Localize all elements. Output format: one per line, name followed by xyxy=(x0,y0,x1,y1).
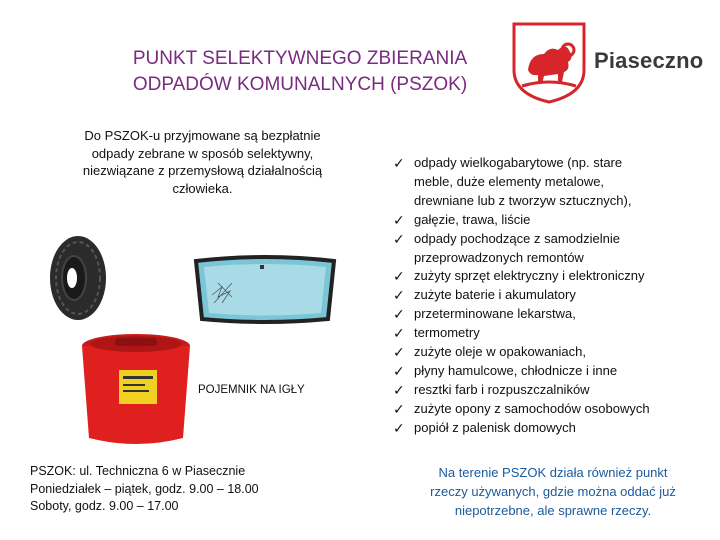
list-item-text: termometry xyxy=(414,325,480,341)
slide-title xyxy=(95,46,505,98)
list-item-text: odpady wielkogabarytowe (np. stare xyxy=(414,155,623,170)
check-mark-icon: ✓ xyxy=(393,419,405,436)
list-item-text: zużyte opony z samochodów osobowych xyxy=(414,400,650,416)
intro-text xyxy=(60,127,345,197)
check-mark-icon: ✓ xyxy=(393,362,405,379)
check-mark-icon: ✓ xyxy=(393,400,405,417)
windshield-icon xyxy=(190,255,340,325)
list-item-text: zużyty sprzęt elektryczny i elektroniczny xyxy=(414,268,645,284)
list-item-text: odpady pochodzące z samodzielnie xyxy=(414,230,620,246)
check-mark-icon: ✓ xyxy=(393,306,405,323)
note-line: niepotrzebne, ale sprawne rzeczy. xyxy=(454,503,652,518)
check-mark-icon: ✓ xyxy=(393,155,405,171)
check-mark-icon: ✓ xyxy=(393,344,405,361)
intro-line: Do PSZOK-u przyjmowane są bezpłatnie xyxy=(84,128,321,143)
list-item xyxy=(393,230,713,268)
reuse-note xyxy=(398,463,708,520)
logo-text: Piaseczno xyxy=(594,48,704,73)
list-item-text: meble, duże elementy metalowe, xyxy=(414,173,605,189)
bin-label: POJEMNIK NA IGŁY xyxy=(198,384,305,396)
list-item xyxy=(393,381,713,400)
note-line: Na terenie PSZOK działa również punkt xyxy=(438,465,668,480)
check-mark-icon: ✓ xyxy=(393,230,405,247)
address-line: PSZOK: ul. Techniczna 6 w Piasecznie xyxy=(30,464,246,478)
sharps-container-icon xyxy=(77,330,195,448)
title-line: PUNKT SELEKTYWNEGO ZBIERANIA xyxy=(132,48,468,69)
list-item xyxy=(393,419,713,438)
list-item xyxy=(393,305,713,324)
piaseczno-logo xyxy=(510,20,710,104)
check-mark-icon: ✓ xyxy=(393,325,405,342)
intro-line: odpady zebrane w sposób selektywny, xyxy=(91,145,314,161)
hours-saturday: Soboty, godz. 9.00 – 17.00 xyxy=(30,499,179,513)
list-item xyxy=(393,400,713,419)
check-mark-icon: ✓ xyxy=(393,381,405,398)
tire-icon xyxy=(44,234,108,322)
list-item-text: popiół z palenisk domowych xyxy=(414,419,576,435)
list-item xyxy=(393,362,713,381)
list-item xyxy=(393,154,713,211)
check-mark-icon: ✓ xyxy=(393,287,405,304)
list-item xyxy=(393,324,713,343)
list-item-text: zużyte baterie i akumulatory xyxy=(414,287,576,303)
list-item-text: gałęzie, trawa, liście xyxy=(414,211,531,227)
hours-weekdays: Poniedziałek – piątek, godz. 9.00 – 18.00 xyxy=(30,481,259,496)
list-item xyxy=(393,211,713,230)
address-block xyxy=(30,463,259,516)
list-item xyxy=(393,267,713,286)
intro-line: niezwiązane z przemysłową działalnością xyxy=(82,163,323,178)
check-mark-icon: ✓ xyxy=(393,211,405,228)
list-item xyxy=(393,343,713,362)
list-item-text: przeprowadzonych remontów xyxy=(414,249,584,265)
ram-emblem-icon xyxy=(510,20,588,104)
list-item-text: płyny hamulcowe, chłodnicze i inne xyxy=(414,362,618,378)
intro-line: człowieka. xyxy=(172,180,233,196)
check-mark-icon: ✓ xyxy=(393,268,405,285)
title-line: ODPADÓW KOMUNALNYCH (PSZOK) xyxy=(132,74,468,95)
note-line: rzeczy używanych, gdzie można oddać już xyxy=(430,484,676,499)
list-item-text: drewniane lub z tworzyw sztucznych), xyxy=(414,192,632,208)
list-item xyxy=(393,286,713,305)
list-item-text: resztki farb i rozpuszczalników xyxy=(414,381,590,397)
list-item-text: przeterminowane lekarstwa, xyxy=(414,306,576,322)
list-item-text: zużyte oleje w opakowaniach, xyxy=(414,344,586,360)
accepted-items-list xyxy=(393,154,713,438)
